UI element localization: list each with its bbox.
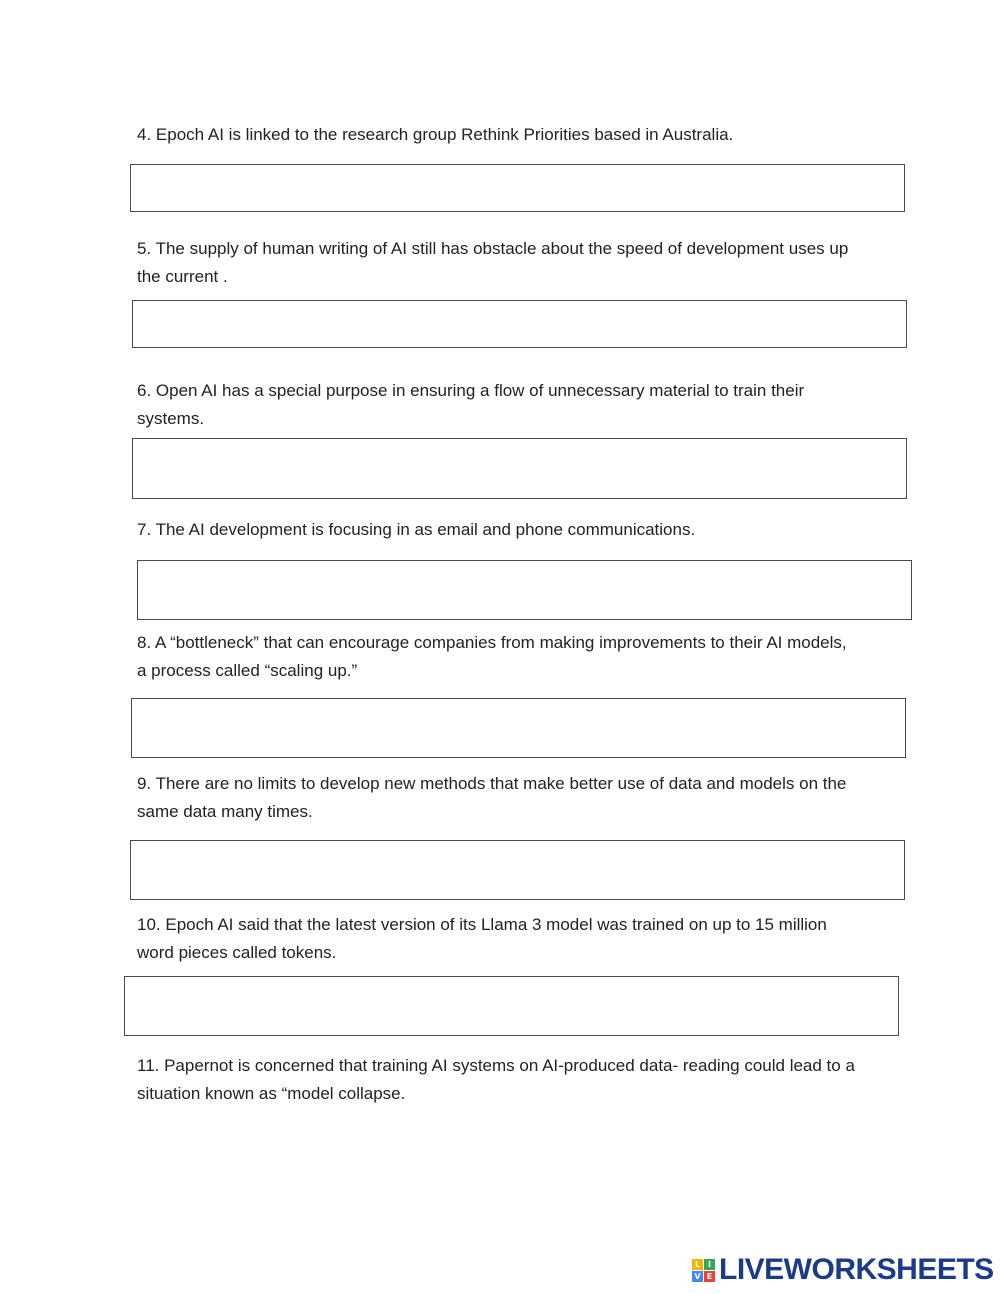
- question-11: 11. Papernot is concerned that training AI systems on AI-produced data- reading could lead to a situation known as “model collapse.: [137, 1056, 855, 1103]
- question-5: 5. The supply of human writing of AI still has obstacle about the speed of development uses up the current .: [137, 239, 849, 286]
- question-8: 8. A “bottleneck” that can encourage companies from making improvements to their AI models, a process called “scaling up.”: [137, 633, 847, 680]
- answer-box-10[interactable]: [124, 976, 899, 1036]
- answer-box-9[interactable]: [130, 840, 905, 900]
- logo-icon-letter-v: V: [692, 1271, 703, 1282]
- question-6: 6. Open AI has a special purpose in ensuring a flow of unnecessary material to train their systems.: [137, 381, 805, 428]
- logo-text: LIVEWORKSHEETS: [719, 1253, 994, 1286]
- liveworksheets-logo-icon: [692, 1259, 715, 1282]
- answer-box-8[interactable]: [131, 698, 906, 758]
- question-4: 4. Epoch AI is linked to the research group Rethink Priorities based in Australia.: [137, 125, 734, 144]
- answer-box-4[interactable]: [130, 164, 905, 212]
- logo-icon-letter-l: L: [692, 1259, 703, 1270]
- liveworksheets-logo: [692, 1254, 994, 1286]
- question-10: 10. Epoch AI said that the latest version of its Llama 3 model was trained on up to 15 million word pieces called tokens.: [137, 915, 827, 962]
- question-7: 7. The AI development is focusing in as email and phone communications.: [137, 520, 696, 539]
- question-9: 9. There are no limits to develop new methods that make better use of data and models on the same data many times.: [137, 774, 847, 821]
- answer-box-7[interactable]: [137, 560, 912, 620]
- logo-icon-letter-i: I: [704, 1259, 715, 1270]
- answer-box-5[interactable]: [132, 300, 907, 348]
- answer-box-6[interactable]: [132, 438, 907, 499]
- logo-icon-letter-e: E: [704, 1271, 715, 1282]
